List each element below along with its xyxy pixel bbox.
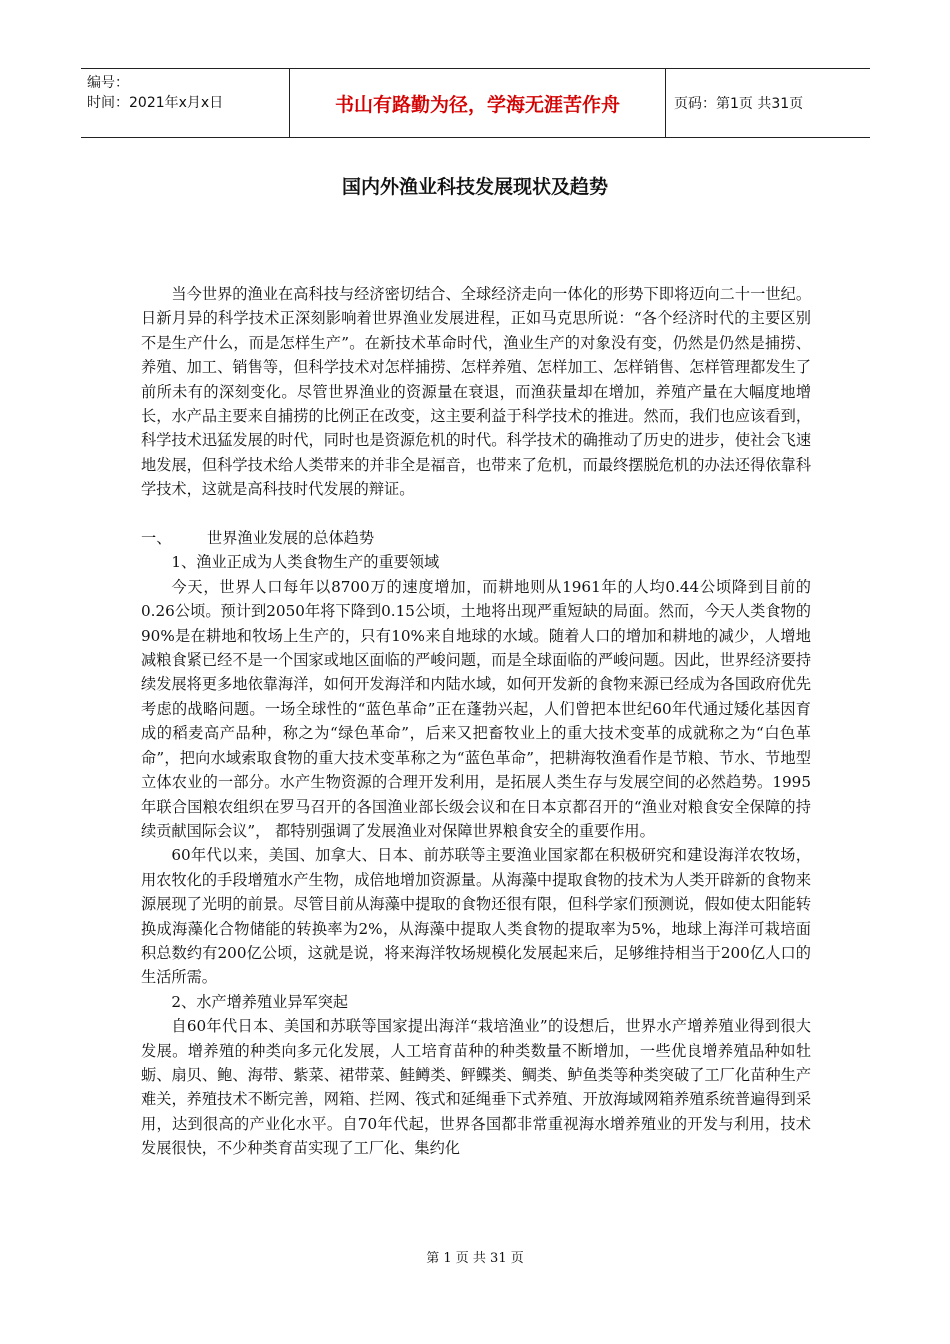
header-motto: 书山有路勤为径，学海无涯苦作舟 <box>289 69 666 137</box>
subsection-heading-1: 1、渔业正成为人类食物生产的重要领域 <box>171 553 440 572</box>
header-page-info: 页码：第1页 共31页 <box>674 96 804 112</box>
subsection1-paragraph-2: 60年代以来，美国、加拿大、日本、前苏联等主要渔业国家都在积极研究和建设海洋农牧场，用农牧化的手段增殖水产生物，成倍地增加资源量。从海藻中提取食物的技术为人类开辟新的食物来源展现了光明的前景。尽管目前从海藻中提取的食物还很有限，但科学家们预测说，假如使太阳能转换成海藻化合物储能的转换率为2%，从海藻中提取人类食物的提取率为5%，地球上海洋可栽培面积总数约有200亿公顷，这就是说，将来海洋牧场规模化发展起来后，足够维持相当于200亿人口的生活所需。 <box>141 846 811 987</box>
header-meta <box>81 69 289 137</box>
section-title: 世界渔业发展的总体趋势 <box>207 529 375 548</box>
time-label: 时间：2021年x月x日 <box>87 95 224 111</box>
section-number: 一、 <box>141 529 172 548</box>
page-footer: 第 1 页 共 31 页 <box>426 1251 524 1266</box>
intro-paragraph: 当今世界的渔业在高科技与经济密切结合、全球经济走向一体化的形势下即将迈向二十一世纪。日新月异的科学技术正深刻影响着世界渔业发展进程，正如马克思所说：“各个经济时代的主要区别不是生产什么，而是怎样生产”。在新技术革命时代，渔业生产的对象没有变，仍然是仍然是捕捞、养殖、加工、销售等，但科学技术对怎样捕捞、怎样养殖、怎样加工、怎样销售、怎样管理都发生了前所未有的深刻变化。尽管世界渔业的资源量在衰退，而渔获量却在增加，养殖产量在大幅度地增长，水产品主要来自捕捞的比例正在改变，这主要利益于科学技术的推进。然而，我们也应该看到，科学技术迅猛发展的时代，同时也是资源危机的时代。科学技术的确推动了历史的进步，使社会飞速地发展，但科学技术给人类带来的并非全是福音，也带来了危机，而最终摆脱危机的办法还得依靠科学技术，这就是高科技时代发展的辩证。 <box>141 285 811 499</box>
subsection2-paragraph-1: 自60年代日本、美国和苏联等国家提出海洋“栽培渔业”的设想后，世界水产增养殖业得到很大发展。增养殖的种类向多元化发展，人工培育苗种的种类数量不断增加，一些优良增养殖品种如牡蛎、扇贝、鲍、海带、紫菜、裙带菜、鲑鳟类、鲆鲽类、鲷类、鲈鱼类等种类突破了工厂化苗种生产难关，养殖技术不断完善，网箱、拦网、筏式和延绳垂下式养殖、开放海域网箱养殖系统普遍得到采用，达到很高的产业化水平。自70年代起，世界各国都非常重视海水增养殖业的开发与利用，技术发展很快，不少种类育苗实现了工厂化、集约化 <box>141 1017 811 1158</box>
subsection-heading-2: 2、水产增养殖业异军突起 <box>171 992 349 1011</box>
number-label: 编号： <box>87 75 129 91</box>
document-title: 国内外渔业科技发展现状及趋势 <box>341 176 608 198</box>
section-heading <box>141 526 811 550</box>
document-body <box>141 282 811 1161</box>
page-header <box>81 68 870 138</box>
paragraph-gap <box>141 502 811 526</box>
subsection1-paragraph-1: 今天，世界人口每年以8700万的速度增加，而耕地则从1961年的人均0.44公顷降到目前的0.26公顷。预计到2050年将下降到0.15公顷，土地将出现严重短缺的局面。然而，今天人类食物的90%是在耕地和牧场上生产的，只有10%来自地球的水域。随着人口的增加和耕地的减少，人增地减粮食紧已经不是一个国家或地区面临的严峻问题，而是全球面临的严峻问题。因此，世界经济要持续发展将更多地依靠海洋，如何开发海洋和内陆水域，如何开发新的食物来源已经成为各国政府优先考虑的战略问题。一场全球性的“蓝色革命”正在蓬勃兴起，人们曾把本世纪60年代通过矮化基因育成的稻麦高产品种，称之为“绿色革命”，后来又把畜牧业上的重大技术变革的成就称之为“白色革命”，把向水域索取食物的重大技术变革称之为“蓝色革命”，把耕海牧渔看作是节粮、节水、节地型立体农业的一部分。水产生物资源的合理开发利用，是拓展人类生存与发展空间的必然趋势。1995年联合国粮农组织在罗马召开的各国渔业部长级会议和在日本京都召开的“渔业对粮食安全保障的持续贡献国际会议”， 都特别强调了发展渔业对保障世界粮食安全的重要作用。 <box>141 577 811 840</box>
